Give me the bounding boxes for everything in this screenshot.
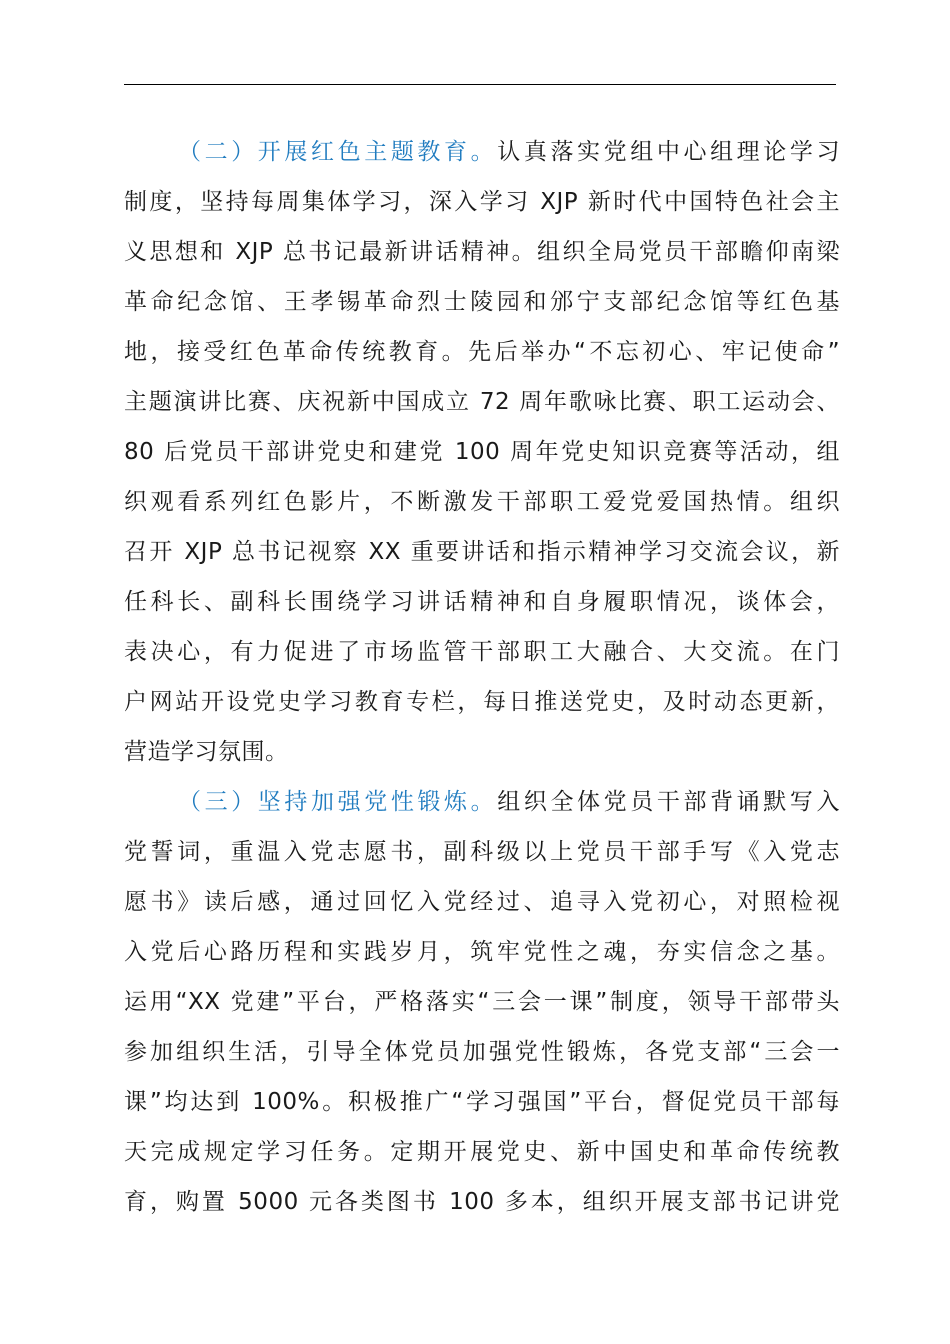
paragraph-text: 组织全体党员干部背诵默写入	[497, 789, 841, 815]
paragraph-line	[124, 127, 840, 177]
paragraph-line: 地，接受红色革命传统教育。先后举办“不忘初心、牢记使命”	[124, 339, 840, 365]
paragraph-line: 义思想和 XJP 总书记最新讲话精神。组织全局党员干部瞻仰南梁	[124, 239, 840, 265]
paragraph-red-theme-education	[124, 127, 840, 777]
paragraph-line: 营造学习氛围。	[124, 739, 289, 765]
paragraph-line: 育，购置 5000 元各类图书 100 多本，组织开展支部书记讲党	[124, 1189, 840, 1215]
paragraph-line: 愿书》读后感，通过回忆入党经过、追寻入党初心，对照检视	[124, 889, 840, 915]
paragraph-line: 运用“XX 党建”平台，严格落实“三会一课”制度，领导干部带头	[124, 989, 840, 1015]
paragraph-line: 任科长、副科长围绕学习讲话精神和自身履职情况，谈体会，	[124, 589, 840, 615]
paragraph-line	[124, 777, 840, 827]
paragraph-line: 主题演讲比赛、庆祝新中国成立 72 周年歌咏比赛、职工运动会、	[124, 389, 840, 415]
paragraph-line: 制度，坚持每周集体学习，深入学习 XJP 新时代中国特色社会主	[124, 189, 840, 215]
header-rule	[124, 84, 836, 85]
paragraph-line: 革命纪念馆、王孝锡革命烈士陵园和邠宁支部纪念馆等红色基	[124, 289, 840, 315]
paragraph-line: 召开 XJP 总书记视察 XX 重要讲话和指示精神学习交流会议，新	[124, 539, 840, 565]
paragraph-party-spirit-training	[124, 777, 840, 1227]
paragraph-line: 入党后心路历程和实践岁月，筑牢党性之魂，夯实信念之基。	[124, 939, 840, 965]
document-body	[124, 127, 840, 1227]
paragraph-line: 天完成规定学习任务。定期开展党史、新中国史和革命传统教	[124, 1139, 840, 1165]
paragraph-line: 参加组织生活，引导全体党员加强党性锻炼，各党支部“三会一	[124, 1039, 840, 1065]
paragraph-line: 党誓词，重温入党志愿书，副科级以上党员干部手写《入党志	[124, 839, 840, 865]
paragraph-text: 认真落实党组中心组理论学习	[497, 139, 841, 165]
paragraph-line: 课”均达到 100%。积极推广“学习强国”平台，督促党员干部每	[124, 1089, 840, 1115]
section-heading: （三）坚持加强党性锻炼。	[178, 789, 498, 815]
paragraph-line: 户网站开设党史学习教育专栏，每日推送党史，及时动态更新，	[124, 689, 840, 715]
paragraph-line: 表决心，有力促进了市场监管干部职工大融合、大交流。在门	[124, 639, 840, 665]
section-heading: （二）开展红色主题教育。	[178, 139, 498, 165]
paragraph-line: 织观看系列红色影片，不断激发干部职工爱党爱国热情。组织	[124, 489, 840, 515]
paragraph-line: 80 后党员干部讲党史和建党 100 周年党史知识竞赛等活动，组	[124, 439, 840, 465]
